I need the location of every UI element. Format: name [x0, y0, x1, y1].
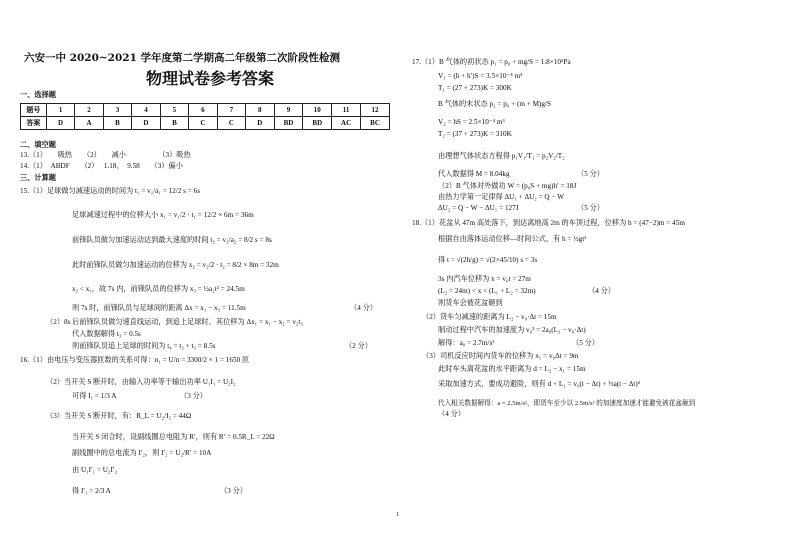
score-mark: （4 分） — [350, 304, 377, 312]
solution-line: 则货车会被花盆砸到 — [438, 299, 503, 307]
solution-line: 当开关 S 闭合时，设副线圈总电阻为 R′，则有 R′ = 0.5R_L = 22Ω — [72, 433, 275, 441]
section-heading-fill: 二、填空题 — [20, 141, 56, 149]
question-number: 2 — [75, 104, 103, 117]
solution-line: 15.（1）足球做匀减速运动的时间为 t₁ = v₁/a₁ = 12/2 s = 6s — [20, 187, 201, 195]
solution-line: (L₂ = 24m) < x < (L₁ + L₂ = 32m) — [438, 287, 536, 295]
score-mark: （4 分） — [438, 410, 465, 418]
solution-line: （3）司机反应时间内货车的位移为 x₁ = v₀Δt = 9m — [422, 352, 579, 360]
solution-line: 18.（1）花盆从 47m 高处落下，到达离地高 2m 的车顶过程，位移为 h = (47−2)m = 45m — [412, 219, 685, 227]
question-number: 8 — [246, 104, 274, 117]
question-number: 9 — [274, 104, 303, 117]
table-row — [21, 104, 390, 117]
answer-line-13: 13.（1） 吸热 （2） 减小 （3）吸热 — [20, 151, 191, 159]
answer-cell: BC — [361, 117, 390, 130]
solution-line: 代入数据解得 t₃ = 0.5s — [72, 330, 141, 338]
answer-cell: C — [217, 117, 245, 130]
answer-cell: B — [160, 117, 188, 130]
solution-line: 由热力学第一定律得 ΔU₁ + ΔU₂ = Q − W — [438, 193, 564, 201]
solution-line: ΔU₂ = Q − W − ΔU₁ = 127J — [438, 204, 519, 212]
answer-line-14: 14.（1） ABDF （2） 1.18、 9.58 （3）偏小 — [20, 162, 183, 170]
school-line: 六安一中 2020~2021 学年度第二学期高二年级第二次阶段性检测 — [24, 52, 341, 64]
solution-line: 17.（1）B 气体的初状态 p₁ = p₀ + mg/S = 1.8×10⁵Pa — [412, 58, 571, 66]
score-mark: （3 分） — [180, 392, 207, 400]
question-number: 7 — [217, 104, 245, 117]
score-mark: （5 分） — [572, 339, 599, 347]
solution-line: 可得 I₁ = 1/3 A — [72, 392, 117, 400]
answer-cell: BD — [303, 117, 332, 130]
answer-cell: C — [189, 117, 217, 130]
answer-cell: BD — [274, 117, 303, 130]
solution-line: （2）货车匀减速的距离为 L₂ − v₀·Δt = 15m — [422, 313, 557, 321]
solution-line: x₂ < x₁，故 7s 内，前锋队员的位移为 x₃ = ½a₂t² = 24.5m — [72, 285, 245, 293]
answer-table — [20, 103, 390, 130]
answer-cell: D — [246, 117, 274, 130]
solution-line: 采取加速方式，要成功避险，则有 d + L₁ = v₀(t − Δt) + ½a(t − Δt)² — [438, 380, 640, 388]
question-number: 1 — [46, 104, 74, 117]
solution-line: 此时车头离花盆的水平距离为 d = L₂ − x₁ = 15m — [438, 365, 586, 373]
solution-line: 代入数据得 M = 8.04kg — [438, 170, 510, 178]
solution-line: V₂ = hS = 2.5×10⁻⁴ m³ — [438, 118, 505, 126]
solution-line: （2）8s 后前锋队员做匀速直线运动，到追上足球时，其位移为 Δx₁ = x₁ − x₂ = v₂t₃ — [46, 318, 303, 326]
question-number: 10 — [303, 104, 332, 117]
answer-cell: B — [103, 117, 131, 130]
solution-line: 16.（1）由电压与变压器匝数的关系可得：n₁ = U/n = 3300/2 × 1 = 1650 匝 — [20, 356, 250, 364]
solution-line: 前锋队员做匀加速运动达到最大速度的时间 t₂ = v₂/a₂ = 8/2 s = 8s — [72, 236, 272, 244]
section-heading-calc: 三、计算题 — [20, 174, 56, 182]
solution-line: T₂ = (37 + 273)K = 310K — [438, 130, 512, 138]
solution-line: 足球减速过程中的位移大小 x₁ = v₁/2 · t₁ = 12/2 × 6m = 36m — [72, 211, 254, 219]
solution-line: 代入相关数据解得：a = 2.5m/s²，即货车至少以 2.5m/s² 的加速度加速才能避免被花盆砸到 — [438, 400, 696, 407]
solution-line: 根据自由落体运动位移—时间公式，有 h = ½gt² — [438, 235, 587, 243]
solution-line: 得 t = √(2h/g) = √(2×45/10) s = 3s — [438, 256, 538, 264]
solution-line: T₁ = (27 + 273)K = 300K — [438, 84, 512, 92]
question-number: 4 — [132, 104, 160, 117]
answer-cell: A — [75, 117, 103, 130]
solution-line: 由 U₁I′₁ = U₂I′₂ — [72, 466, 117, 474]
score-mark: （3 分） — [220, 487, 247, 495]
solution-line: V₁ = (h + h′)S = 3.5×10⁻⁴ m³ — [438, 72, 523, 80]
solution-line: B 气体的末状态 p₂ = p₀ + (m + M)g/S — [438, 100, 552, 108]
solution-line: （2）当开关 S 断开时，由输入功率等于输出功率 U₁I₁ = U₂I₂ — [46, 378, 236, 386]
score-mark: （2 分） — [345, 342, 372, 350]
question-number: 3 — [103, 104, 131, 117]
answer-cell: D — [46, 117, 74, 130]
solution-line: 则 7s 时，前锋队员与足球间的距离 Δx = x₁ − x₃ = 11.5m — [72, 304, 246, 312]
page-number: 1 — [396, 512, 399, 518]
table-row — [21, 117, 390, 130]
solution-line: 制动过程中汽车的加速度为 v₀² = 2a₀(L₂ − v₀·Δt) — [438, 326, 586, 334]
solution-line: 解得：a₀ = 2.7m/s² — [438, 339, 495, 347]
table-header-cell: 题号 — [21, 104, 47, 117]
solution-line: 则前锋队员追上足球的时间为 t₄ = t₂ + t₃ = 8.5s — [72, 342, 216, 350]
section-heading-choice: 一、选择题 — [20, 91, 56, 99]
score-mark: （4 分） — [588, 287, 615, 295]
solution-line: 由理想气体状态方程得 p₁V₁/T₁ = p₂V₂/T₂ — [438, 152, 565, 160]
answer-cell: AC — [332, 117, 361, 130]
table-header-cell: 答案 — [21, 117, 47, 130]
solution-line: （3）当开关 S 断开时，有：R_L = U₂/I₂ = 44Ω — [46, 412, 192, 420]
solution-line: 此时前锋队员做匀加速运动的位移为 x₂ = v₂/2 · t₂ = 8/2 × 8m = 32m — [72, 261, 279, 269]
score-mark: （5 分） — [577, 170, 604, 178]
solution-line: 得 I′₁ = 2/3 A — [72, 487, 111, 495]
page-title: 物理试卷参考答案 — [146, 69, 275, 88]
question-number: 12 — [361, 104, 390, 117]
answer-cell: D — [132, 117, 160, 130]
solution-line: 3s 内汽车位移为 x = v₀t = 27m — [438, 275, 531, 283]
question-number: 6 — [189, 104, 217, 117]
question-number: 11 — [332, 104, 361, 117]
solution-line: （2）B 气体对外做功 W = (p₀S + mg)h′ = 18J — [438, 182, 577, 190]
score-mark: （5 分） — [577, 204, 604, 212]
solution-line: 副线圈中的总电流为 I′₂，则 I′₂ = U₂/R′ = 10A — [72, 449, 212, 457]
question-number: 5 — [160, 104, 188, 117]
